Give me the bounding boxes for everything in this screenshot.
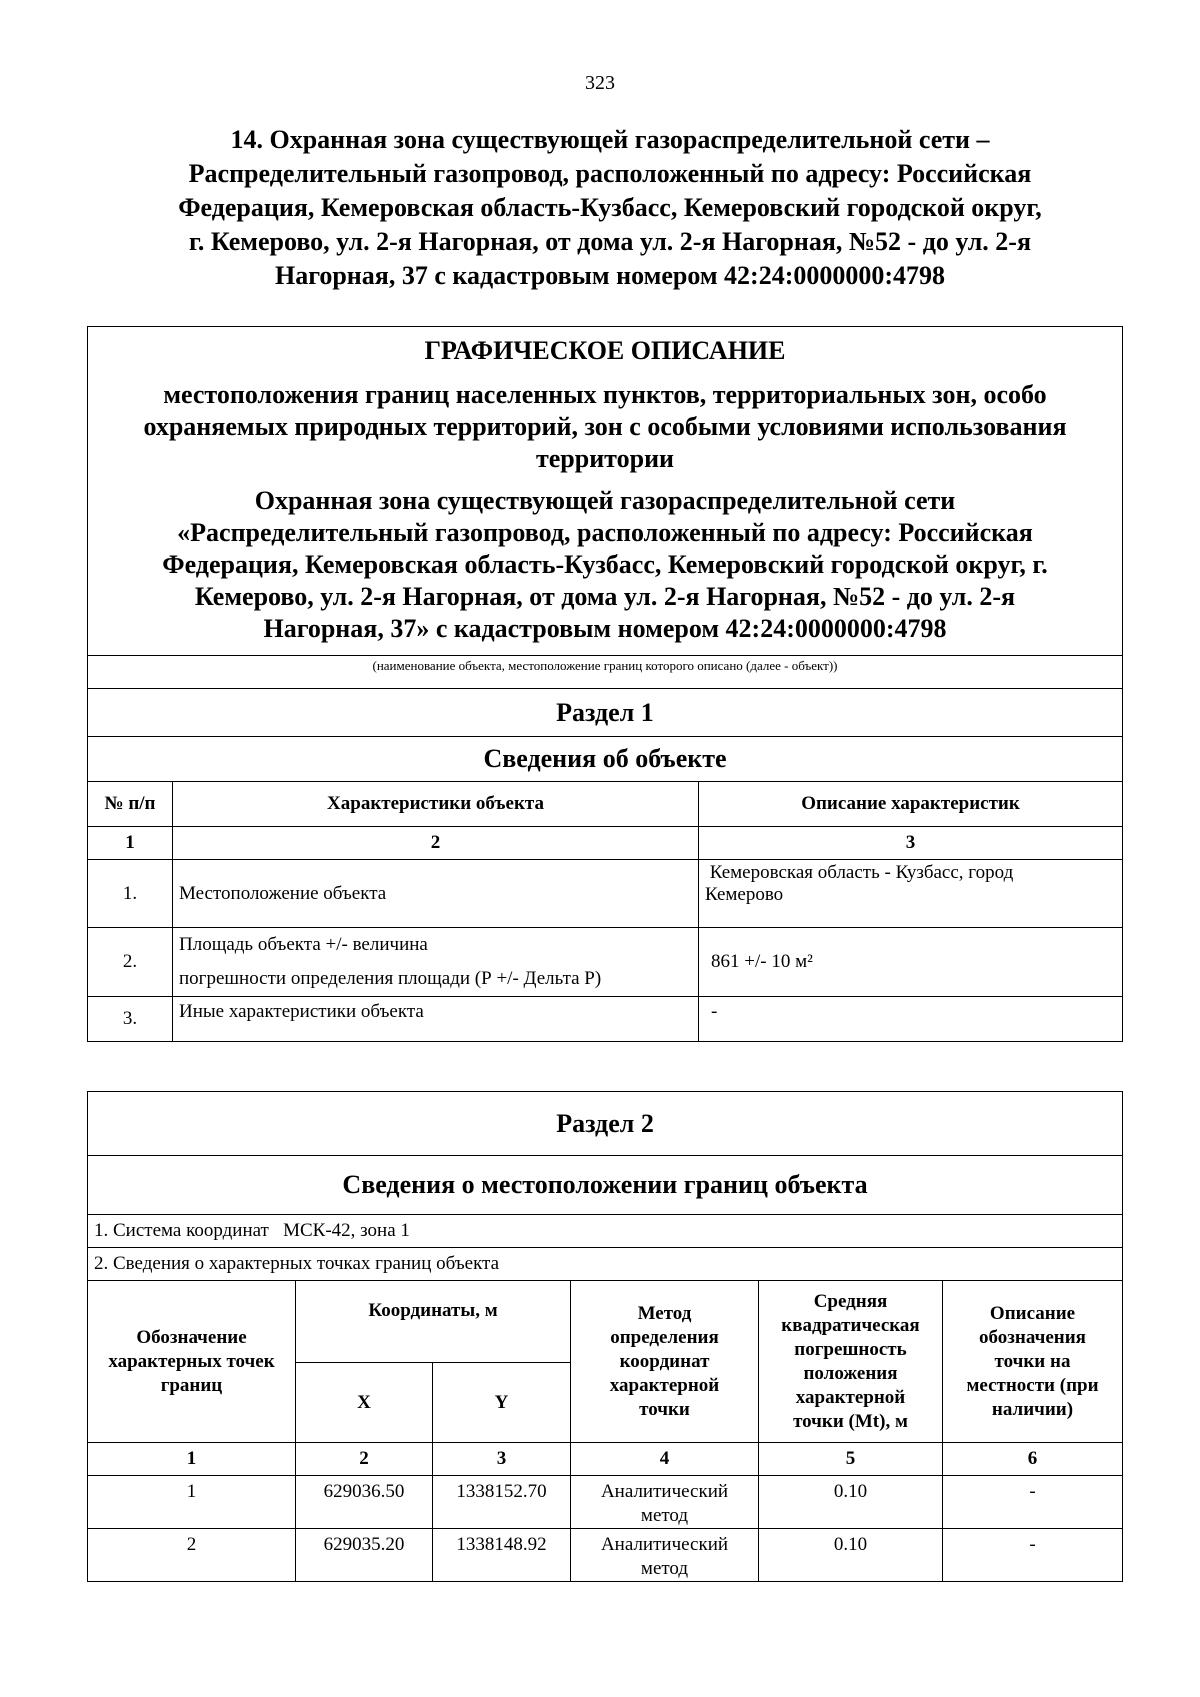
section2-table	[87, 1091, 1123, 1582]
header-line: положения	[803, 1362, 898, 1384]
column-header-designation	[88, 1281, 296, 1443]
characteristic-name: Иные характеристики объекта	[173, 997, 699, 1042]
header-line: Метод	[637, 1302, 692, 1324]
points-header: 2. Сведения о характерных точках границ объекта	[88, 1248, 1123, 1281]
method	[571, 1476, 759, 1529]
column-number: 1	[88, 827, 173, 860]
mt-value: 0.10	[759, 1529, 943, 1582]
column-header: № п/п	[88, 782, 173, 827]
page-number: 323	[585, 72, 615, 94]
subtitle-line: охраняемых природных территорий, зон с особыми условиями использования	[143, 412, 1067, 441]
header-line: характерной	[795, 1386, 906, 1408]
characteristic-name: Местоположение объекта	[173, 860, 699, 928]
document-title	[140, 123, 1080, 293]
column-number: 6	[943, 1443, 1123, 1476]
object-note: (наименование объекта, местоположение границ которого описано (далее - объект))	[88, 656, 1123, 689]
object-name	[98, 485, 1112, 645]
row-number: 1.	[88, 860, 173, 928]
value-line: Кемерово	[705, 884, 784, 905]
graphic-description-title: ГРАФИЧЕСКОЕ ОПИСАНИЕ	[424, 336, 786, 365]
section1-title: Раздел 1	[88, 689, 1123, 737]
column-number: 4	[571, 1443, 759, 1476]
column-number: 1	[88, 1443, 296, 1476]
header-line: точки (Mt), м	[793, 1410, 908, 1432]
table-row	[88, 1529, 1123, 1582]
header-line: характерных точек	[108, 1350, 275, 1372]
table-row	[88, 1476, 1123, 1529]
header-line: погрешность	[794, 1338, 907, 1360]
header-line: местности (при	[966, 1374, 1099, 1396]
graphic-description-subtitle	[98, 379, 1112, 475]
object-name-line: Кемерово, ул. 2-я Нагорная, от дома ул. 2-я Нагорная, №52 - до ул. 2-я	[194, 582, 1016, 611]
method-line: метод	[640, 1505, 689, 1526]
column-header: Описание характеристик	[699, 782, 1123, 827]
section1-table	[87, 326, 1123, 1042]
header-line: точки на	[994, 1350, 1071, 1372]
column-header-y: Y	[433, 1363, 571, 1443]
section2-title: Раздел 2	[88, 1092, 1123, 1156]
header-line: обозначения	[979, 1326, 1086, 1348]
coord-y: 1338148.92	[433, 1529, 571, 1582]
header-line: квадратическая	[781, 1314, 920, 1336]
point-description: -	[943, 1476, 1123, 1529]
header-line: наличии)	[991, 1398, 1074, 1420]
column-number: 3	[433, 1443, 571, 1476]
name-line: погрешности определения площади (Р +/- Дельта Р)	[179, 968, 602, 989]
mt-value: 0.10	[759, 1476, 943, 1529]
subtitle-line: местоположения границ населенных пунктов, территориальных зон, особо	[163, 380, 1047, 409]
row-number: 3.	[88, 997, 173, 1042]
value-line: Кемеровская область - Кузбасс, город	[705, 862, 1014, 883]
column-number: 2	[296, 1443, 433, 1476]
characteristic-value: 861 +/- 10 м²	[699, 928, 1123, 997]
method-line: Аналитический	[600, 1534, 729, 1555]
row-number: 2.	[88, 928, 173, 997]
method	[571, 1529, 759, 1582]
coord-x: 629036.50	[296, 1476, 433, 1529]
title-line: Нагорная, 37 с кадастровым номером 42:24:0000000:4798	[274, 261, 946, 290]
header-line: характерной	[609, 1374, 720, 1396]
table-row	[88, 997, 1123, 1042]
coordinate-system: 1. Система координат МСК-42, зона 1	[88, 1215, 1123, 1248]
header-line: Средняя	[813, 1290, 888, 1312]
column-number: 5	[759, 1443, 943, 1476]
column-number: 2	[173, 827, 699, 860]
coord-y: 1338152.70	[433, 1476, 571, 1529]
header-line: Обозначение	[136, 1326, 247, 1348]
header-line: точки	[639, 1398, 690, 1420]
object-name-line: Охранная зона существующей газораспределительной сети	[254, 486, 956, 515]
object-name-line: «Распределительный газопровод, расположенный по адресу: Российская	[177, 518, 1033, 547]
title-line: Федерация, Кемеровская область-Кузбасс, Кемеровский городской округ,	[178, 193, 1042, 222]
point-id: 2	[88, 1529, 296, 1582]
column-number: 3	[699, 827, 1123, 860]
table-row	[88, 860, 1123, 928]
column-header-error	[759, 1281, 943, 1443]
method-line: Аналитический	[600, 1481, 729, 1502]
section2-subtitle: Сведения о местоположении границ объекта	[88, 1156, 1123, 1215]
column-header-x: X	[296, 1363, 433, 1443]
method-line: метод	[640, 1558, 689, 1579]
subtitle-line: территории	[535, 444, 675, 473]
characteristic-value: -	[699, 997, 1123, 1042]
characteristic-name	[173, 928, 699, 997]
object-name-line: Федерация, Кемеровская область-Кузбасс, Кемеровский городской округ, г.	[162, 550, 1048, 579]
header-line: границ	[160, 1374, 223, 1396]
characteristic-value	[699, 860, 1123, 928]
object-name-line: Нагорная, 37» с кадастровым номером 42:24:0000000:4798	[263, 614, 947, 643]
point-id: 1	[88, 1476, 296, 1529]
header-line: Описание	[989, 1302, 1076, 1324]
header-line: координат	[619, 1350, 710, 1372]
table-row	[88, 928, 1123, 997]
column-header-method	[571, 1281, 759, 1443]
point-description: -	[943, 1529, 1123, 1582]
column-header-description	[943, 1281, 1123, 1443]
title-line: г. Кемерово, ул. 2-я Нагорная, от дома ул. 2-я Нагорная, №52 - до ул. 2-я	[188, 227, 1032, 256]
name-line: Площадь объекта +/- величина	[179, 934, 428, 955]
coord-x: 629035.20	[296, 1529, 433, 1582]
column-header: Характеристики объекта	[173, 782, 699, 827]
header-line: определения	[610, 1326, 719, 1348]
section1-subtitle: Сведения об объекте	[88, 737, 1123, 782]
title-line: Распределительный газопровод, расположенный по адресу: Российская	[188, 159, 1032, 188]
column-header-coordinates: Координаты, м	[296, 1281, 571, 1363]
graphic-description-header	[88, 327, 1123, 656]
title-line: 14. Охранная зона существующей газораспределительной сети –	[230, 125, 990, 154]
